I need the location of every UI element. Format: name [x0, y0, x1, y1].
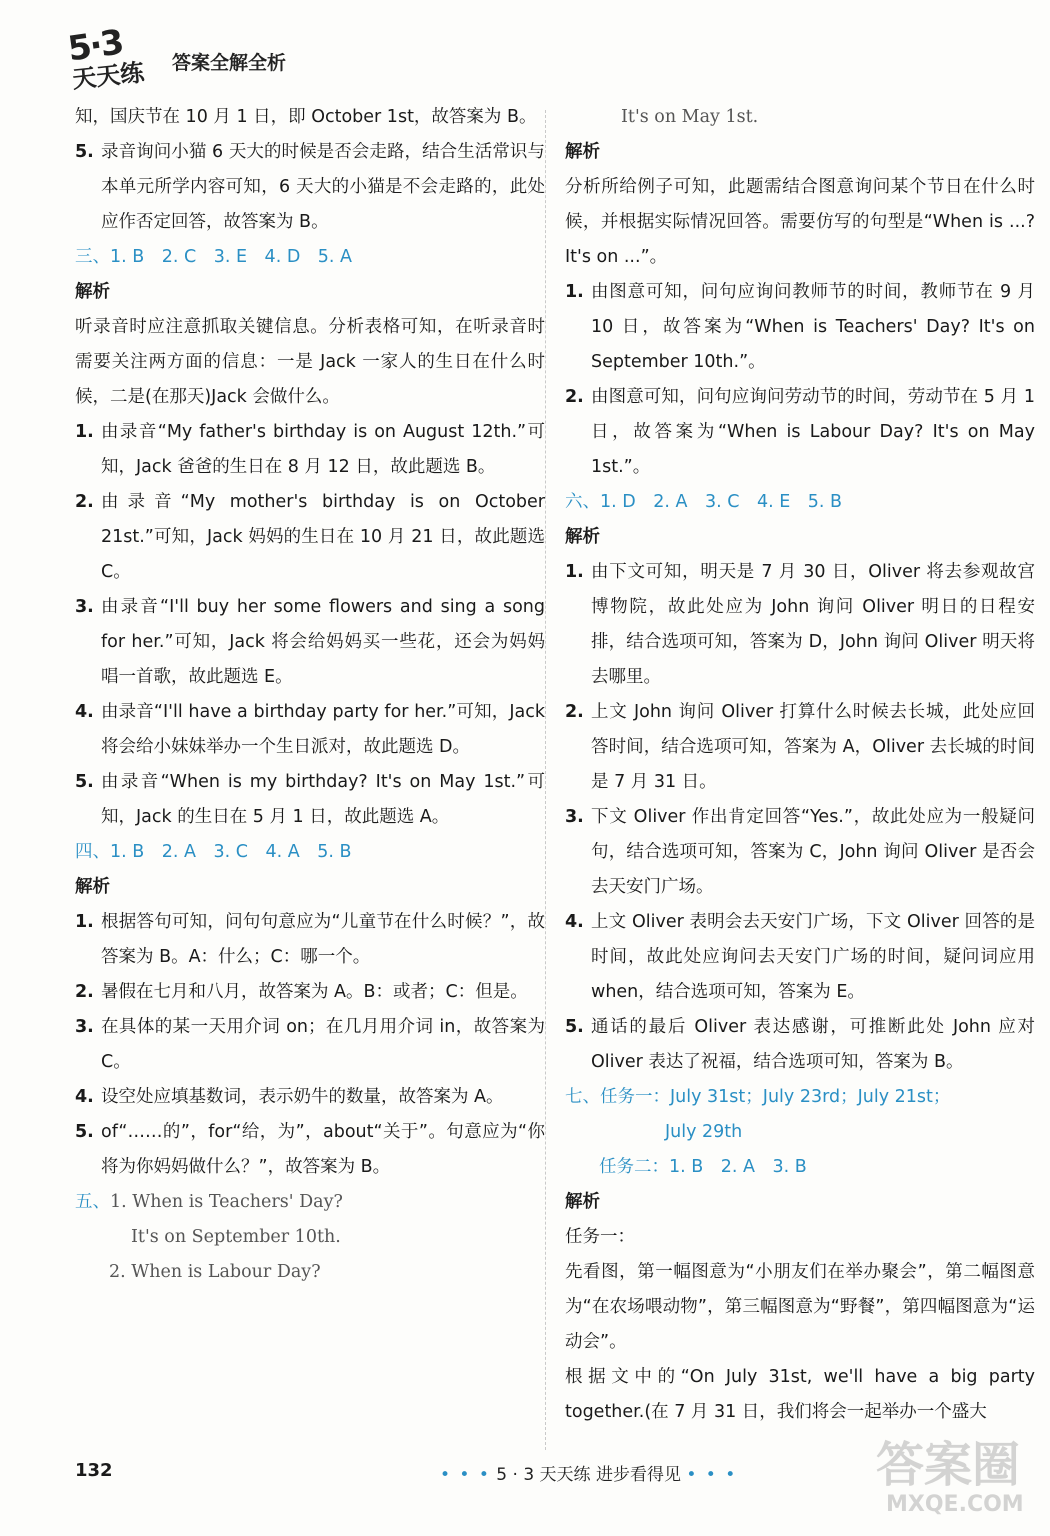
- item-number: 4.: [75, 1087, 94, 1107]
- item-number: 2.: [565, 702, 584, 722]
- analysis-paragraph: 先看图，第一幅图意为“小朋友们在举办聚会”，第二幅图意为“在农场喂动物”，第三幅图意为“野餐”，第四幅图意为“运动会”。: [565, 1262, 1035, 1352]
- item-text: 由录音“I'll buy her some flowers and sing a song for her.”可知，Jack 将会给妈妈买一些花，还会为妈妈唱一首歌，故此题选 E。: [101, 597, 545, 687]
- analysis-heading: 解析: [565, 142, 600, 162]
- item-number: 4.: [565, 912, 584, 932]
- list-item: [565, 905, 1035, 1010]
- item-text: 由录音“My father's birthday is on August 12th.”可知，Jack 爸爸的生日在 8 月 12 日，故此题选 B。: [101, 422, 545, 477]
- logo-bottom: 天天练: [70, 58, 146, 94]
- list-item: [75, 695, 545, 765]
- item-text: 根据答句可知，问句句意应为“儿童节在什么时候？”，故答案为 B。A：什么；C：哪一个。: [101, 912, 545, 967]
- section-answers: 七、任务一：July 31st；July 23rd；July 21st；: [565, 1087, 951, 1107]
- item-text: 上文 John 询问 Oliver 打算什么时候去长城，此处应回答时间，结合选项可知，答案为 A，Oliver 去长城的时间是 7 月 31 日。: [591, 702, 1035, 792]
- list-item: [565, 695, 1035, 800]
- logo-top: 5·3: [65, 22, 125, 70]
- list-item: [565, 380, 1035, 485]
- section-answers-task2: 任务二：1. B 2. A 3. B: [599, 1157, 807, 1177]
- list-item: [75, 590, 545, 695]
- list-item: [75, 1115, 545, 1185]
- item-number: 4.: [75, 702, 94, 722]
- analysis-heading: 解析: [75, 877, 110, 897]
- left-column: [75, 100, 545, 1290]
- item-number: 2.: [75, 492, 94, 512]
- section-label: 五、: [75, 1192, 110, 1212]
- list-item: [75, 975, 545, 1010]
- item-number: 1.: [75, 912, 94, 932]
- column-divider: [545, 110, 546, 1450]
- watermark-logo: [860, 1420, 1040, 1530]
- item-number: 2.: [75, 982, 94, 1002]
- page-number: 132: [75, 1460, 113, 1481]
- list-item: [565, 1010, 1035, 1080]
- section-answers: 四、1. B 2. A 3. C 4. A 5. B: [75, 842, 352, 862]
- list-item: [565, 800, 1035, 905]
- answer-sentence: It's on May 1st.: [621, 107, 759, 127]
- item-number: 5.: [75, 772, 94, 792]
- analysis-heading: 解析: [565, 1192, 600, 1212]
- item-text: 录音询问小猫 6 天大的时候是否会走路，结合生活常识与本单元所学内容可知，6 天大的小猫是不会走路的，此处应作否定回答，故答案为 B。: [101, 142, 545, 232]
- list-item: [75, 415, 545, 485]
- item-text: 在具体的某一天用介词 on；在几月用介词 in，故答案为 C。: [101, 1017, 545, 1072]
- item-number: 5.: [75, 1122, 94, 1142]
- item-text: 由录音“My mother's birthday is on October 21st.”可知，Jack 妈妈的生日在 10 月 21 日，故此题选 C。: [101, 492, 545, 582]
- item-text: 由录音“I'll have a birthday party for her.”可知，Jack 将会给小妹妹举办一个生日派对，故此题选 D。: [101, 702, 545, 757]
- item-text: 设空处应填基数词，表示奶牛的数量，故答案为 A。: [101, 1087, 504, 1107]
- item-text: 上文 Oliver 表明会去天安门广场，下文 Oliver 回答的是时间，故此处应询问去天安门广场的时间，疑问词应用 when，结合选项可知，答案为 E。: [591, 912, 1035, 1002]
- right-column: [565, 100, 1035, 1430]
- header-title: 答案全解全析: [172, 52, 287, 74]
- list-item: [565, 275, 1035, 380]
- answer-text: 1. When is Teachers' Day?: [110, 1192, 343, 1212]
- footer-slogan: 5 · 3 天天练 进步看得见: [496, 1465, 681, 1485]
- list-item: [565, 555, 1035, 695]
- watermark-small: MXQE.COM: [886, 1492, 1024, 1517]
- task-label: 任务一：: [565, 1227, 635, 1247]
- item-number: 5.: [565, 1017, 584, 1037]
- footer-dots-right: • • •: [686, 1465, 738, 1485]
- item-number: 1.: [75, 422, 94, 442]
- item-text: 通话的最后 Oliver 表达感谢，可推断此处 John 应对 Oliver 表达了祝福，结合选项可知，答案为 B。: [591, 1017, 1035, 1072]
- section-answers-cont: July 29th: [665, 1122, 743, 1142]
- answer-sentence: [75, 1185, 545, 1220]
- item-number: 5.: [75, 142, 94, 162]
- footer-dots-left: • • •: [440, 1465, 491, 1485]
- item-number: 2.: [565, 387, 584, 407]
- item-number: 1.: [565, 562, 584, 582]
- continued-text: 知，国庆节在 10 月 1 日，即 October 1st，故答案为 B。: [75, 107, 537, 127]
- item-text: 暑假在七月和八月，故答案为 A。B：或者；C：但是。: [101, 982, 528, 1002]
- list-item: [75, 135, 545, 240]
- analysis-paragraph: 根据文中的“On July 31st, we'll have a big party together.(在 7 月 31 日，我们将会一起举办一个盛大: [565, 1367, 1035, 1422]
- analysis-intro: 听录音时应注意抓取关键信息。分析表格可知，在听录音时需要关注两方面的信息：一是 Jack 一家人的生日在什么时候，二是(在那天)Jack 会做什么。: [75, 317, 545, 407]
- item-number: 3.: [75, 597, 94, 617]
- analysis-heading: 解析: [75, 282, 110, 302]
- answer-sentence: 2. When is Labour Day?: [109, 1262, 321, 1282]
- item-text: of“……的”，for“给，为”，about“关于”。句意应为“你将为你妈妈做什么？”，故答案为 B。: [101, 1122, 545, 1177]
- list-item: [75, 1010, 545, 1080]
- list-item: [75, 765, 545, 835]
- item-text: 由图意可知，问句应询问劳动节的时间，劳动节在 5 月 1 日，故答案为“When is Labour Day? It's on May 1st.”。: [591, 387, 1035, 477]
- item-number: 1.: [565, 282, 584, 302]
- analysis-heading: 解析: [565, 527, 600, 547]
- section-answers: 三、1. B 2. C 3. E 4. D 5. A: [75, 247, 353, 267]
- brand-logo: [60, 22, 160, 92]
- list-item: [75, 905, 545, 975]
- item-text: 由下文可知，明天是 7 月 30 日，Oliver 将去参观故宫博物院，故此处应为 John 询问 Oliver 明日的日程安排，结合选项可知，答案为 D，John 询问 Oliver 明天将去哪里。: [591, 562, 1035, 687]
- item-text: 下文 Oliver 作出肯定回答“Yes.”，故此处应为一般疑问句，结合选项可知，答案为 C，John 询问 Oliver 是否会去天安门广场。: [591, 807, 1035, 897]
- item-number: 3.: [565, 807, 584, 827]
- watermark-big: 答案圈: [876, 1437, 1021, 1493]
- page-footer: [440, 1460, 737, 1485]
- answer-sentence: It's on September 10th.: [131, 1227, 341, 1247]
- list-item: [75, 485, 545, 590]
- page-header: [60, 22, 460, 92]
- item-number: 3.: [75, 1017, 94, 1037]
- list-item: [75, 1080, 545, 1115]
- item-text: 由录音“When is my birthday? It's on May 1st.”可知，Jack 的生日在 5 月 1 日，故此题选 A。: [101, 772, 545, 827]
- analysis-intro: 分析所给例子可知，此题需结合图意询问某个节日在什么时候，并根据实际情况回答。需要仿写的句型是“When is ...? It's on ...”。: [565, 177, 1035, 267]
- item-text: 由图意可知，问句应询问教师节的时间，教师节在 9 月 10 日，故答案为“When is Teachers' Day? It's on September 10th.”。: [591, 282, 1035, 372]
- section-answers: 六、1. D 2. A 3. C 4. E 5. B: [565, 492, 843, 512]
